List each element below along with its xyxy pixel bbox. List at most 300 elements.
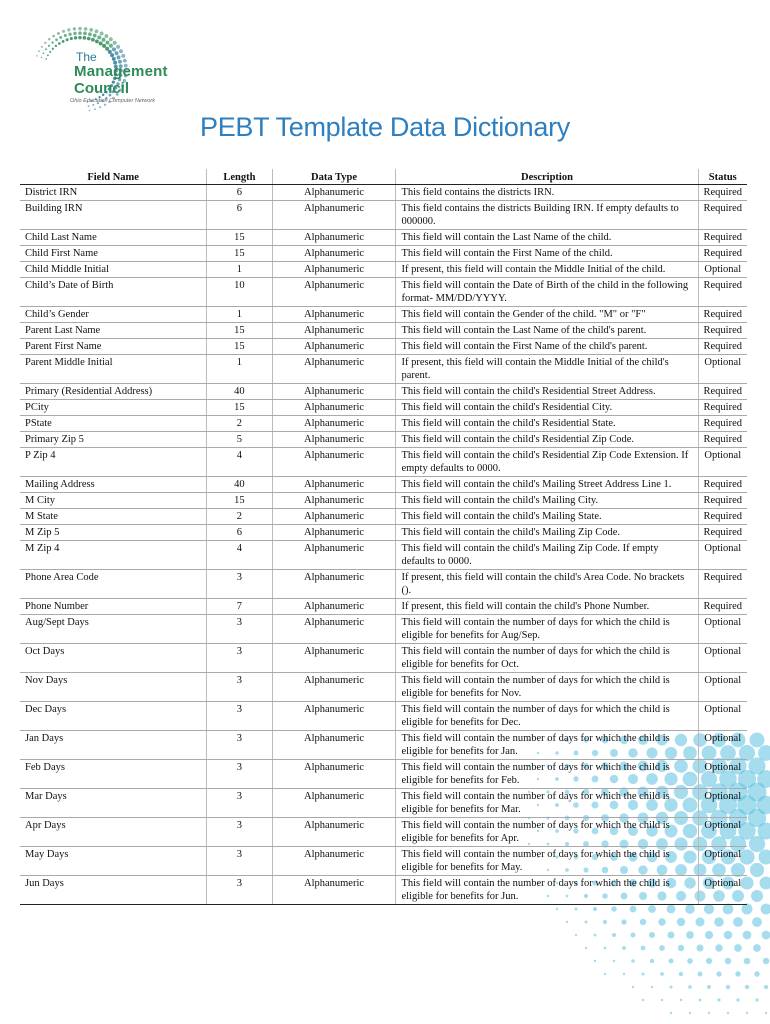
field-name-cell: Dec Days	[20, 702, 207, 731]
length-cell: 3	[207, 818, 272, 847]
logo-management-text: Management	[74, 63, 168, 80]
field-name-cell: Child’s Gender	[20, 307, 207, 323]
table-row	[20, 400, 747, 416]
field-name-cell: Primary Zip 5	[20, 432, 207, 448]
deco-dot	[764, 985, 768, 989]
logo-dot	[105, 47, 109, 51]
deco-dot	[724, 931, 733, 940]
field-name-cell: Child Last Name	[20, 230, 207, 246]
header-status: Status	[698, 169, 747, 185]
data-type-cell: Alphanumeric	[272, 339, 396, 355]
deco-dot	[622, 946, 626, 950]
logo-dot	[104, 34, 108, 38]
length-cell: 3	[207, 760, 272, 789]
status-cell: Required	[698, 509, 747, 525]
logo-dot	[48, 38, 50, 40]
data-type-cell: Alphanumeric	[272, 432, 396, 448]
table-row	[20, 525, 747, 541]
deco-dot	[585, 947, 587, 949]
length-cell: 2	[207, 509, 272, 525]
table-row	[20, 477, 747, 493]
length-cell: 3	[207, 673, 272, 702]
description-cell: This field will contain the Last Name of the child.	[396, 230, 698, 246]
logo-dot	[93, 34, 97, 38]
logo-dot	[83, 32, 87, 36]
deco-dot	[755, 998, 758, 1001]
description-cell: If present, this field will contain the Middle Initial of the child's parent.	[396, 355, 698, 384]
data-type-cell: Alphanumeric	[272, 615, 396, 644]
deco-dot	[706, 958, 712, 964]
data-type-cell: Alphanumeric	[272, 570, 396, 599]
data-type-cell: Alphanumeric	[272, 278, 396, 307]
field-name-cell: Child’s Date of Birth	[20, 278, 207, 307]
logo-dot	[115, 51, 119, 55]
length-cell: 3	[207, 570, 272, 599]
deco-dot	[749, 836, 765, 852]
table-row	[20, 509, 747, 525]
deco-dot	[723, 904, 734, 915]
deco-dot	[612, 933, 616, 937]
header-field-name: Field Name	[20, 169, 207, 185]
deco-dot	[746, 1012, 748, 1014]
status-cell: Optional	[698, 615, 747, 644]
deco-dot	[621, 919, 626, 924]
deco-dot	[661, 999, 663, 1001]
deco-dot	[752, 917, 762, 927]
deco-dot	[717, 998, 720, 1001]
length-cell: 3	[207, 876, 272, 905]
status-cell: Required	[698, 323, 747, 339]
length-cell: 15	[207, 493, 272, 509]
field-name-cell: P Zip 4	[20, 448, 207, 477]
field-name-cell: Primary (Residential Address)	[20, 384, 207, 400]
logo-dot	[102, 38, 106, 42]
length-cell: 15	[207, 246, 272, 262]
logo-dot	[41, 57, 43, 59]
field-name-cell: Aug/Sept Days	[20, 615, 207, 644]
logo-dot	[41, 46, 43, 48]
table-row	[20, 323, 747, 339]
field-name-cell: Building IRN	[20, 201, 207, 230]
table-row	[20, 760, 747, 789]
deco-dot	[566, 921, 568, 923]
logo-dot	[97, 35, 101, 39]
logo-dot	[43, 52, 45, 54]
data-type-cell: Alphanumeric	[272, 201, 396, 230]
length-cell: 4	[207, 448, 272, 477]
field-name-cell: District IRN	[20, 185, 207, 201]
logo-dot	[78, 31, 82, 35]
length-cell: 15	[207, 400, 272, 416]
length-cell: 40	[207, 477, 272, 493]
length-cell: 3	[207, 702, 272, 731]
deco-dot	[585, 921, 588, 924]
deco-dot	[716, 971, 721, 976]
logo-dot	[91, 38, 95, 42]
deco-dot	[603, 920, 607, 924]
page-title: PEBT Template Data Dictionary	[200, 112, 570, 142]
deco-dot	[758, 849, 770, 864]
data-type-cell: Alphanumeric	[272, 644, 396, 673]
logo-dot	[44, 42, 46, 44]
data-type-cell: Alphanumeric	[272, 307, 396, 323]
table-row	[20, 262, 747, 278]
table-row	[20, 355, 747, 384]
table-row	[20, 432, 747, 448]
data-type-cell: Alphanumeric	[272, 541, 396, 570]
length-cell: 3	[207, 615, 272, 644]
description-cell: This field will contain the number of days for which the child is eligible for benefits for Jan.	[396, 731, 698, 760]
field-name-cell: Parent Last Name	[20, 323, 207, 339]
table-row	[20, 384, 747, 400]
data-type-cell: Alphanumeric	[272, 477, 396, 493]
logo-dot	[49, 51, 51, 53]
description-cell: This field will contain the number of days for which the child is eligible for benefits for Mar.	[396, 789, 698, 818]
deco-dot	[765, 1012, 767, 1014]
deco-dot	[697, 945, 704, 952]
field-name-cell: M City	[20, 493, 207, 509]
deco-dot	[762, 931, 770, 940]
description-cell: This field will contain the Gender of the child. "M" or "F"	[396, 307, 698, 323]
table-row	[20, 201, 747, 230]
deco-dot	[735, 971, 740, 976]
deco-dot	[680, 999, 682, 1001]
deco-dot	[750, 863, 764, 877]
logo-dot	[102, 44, 106, 48]
deco-dot	[604, 947, 607, 950]
status-cell: Required	[698, 384, 747, 400]
status-cell: Required	[698, 307, 747, 323]
deco-dot	[670, 1012, 672, 1014]
deco-dot	[668, 958, 673, 963]
logo-dot	[48, 45, 50, 47]
data-type-cell: Alphanumeric	[272, 384, 396, 400]
deco-dot	[707, 985, 711, 989]
data-type-cell: Alphanumeric	[272, 416, 396, 432]
logo-dot	[64, 34, 67, 37]
table-row	[20, 644, 747, 673]
deco-dot	[725, 958, 731, 964]
logo-dot	[66, 38, 69, 41]
status-cell: Required	[698, 493, 747, 509]
data-type-cell: Alphanumeric	[272, 448, 396, 477]
logo-dot	[57, 32, 60, 35]
logo-dot	[113, 41, 117, 45]
status-cell: Required	[698, 416, 747, 432]
field-name-cell: Oct Days	[20, 644, 207, 673]
deco-dot	[630, 906, 637, 913]
logo-dot	[119, 49, 123, 53]
table-row	[20, 339, 747, 355]
description-cell: This field will contain the child's Residential City.	[396, 400, 698, 416]
deco-dot	[714, 917, 724, 927]
deco-dot	[689, 1012, 691, 1014]
deco-dot	[575, 934, 577, 936]
length-cell: 6	[207, 185, 272, 201]
field-name-cell: PState	[20, 416, 207, 432]
logo-dot	[36, 55, 38, 57]
logo-dot	[116, 45, 120, 49]
deco-dot	[648, 905, 656, 913]
table-row	[20, 615, 747, 644]
data-type-cell: Alphanumeric	[272, 525, 396, 541]
field-name-cell: Parent First Name	[20, 339, 207, 355]
deco-dot	[727, 1012, 729, 1014]
logo-dot	[68, 33, 71, 36]
table-row	[20, 876, 747, 905]
status-cell: Required	[698, 278, 747, 307]
length-cell: 2	[207, 416, 272, 432]
logo-dot	[112, 57, 116, 61]
header-description: Description	[396, 169, 698, 185]
length-cell: 7	[207, 599, 272, 615]
status-cell: Optional	[698, 541, 747, 570]
field-name-cell: Phone Area Code	[20, 570, 207, 599]
length-cell: 15	[207, 230, 272, 246]
data-type-cell: Alphanumeric	[272, 185, 396, 201]
length-cell: 3	[207, 644, 272, 673]
description-cell: This field will contain the First Name of the child's parent.	[396, 339, 698, 355]
logo-dot	[83, 36, 87, 40]
field-name-cell: Jun Days	[20, 876, 207, 905]
description-cell: This field will contain the number of days for which the child is eligible for benefits for Oct.	[396, 644, 698, 673]
deco-dot	[745, 985, 749, 989]
length-cell: 5	[207, 432, 272, 448]
field-name-cell: Mailing Address	[20, 477, 207, 493]
table-header-row	[20, 169, 747, 185]
length-cell: 40	[207, 384, 272, 400]
logo-dot	[89, 28, 93, 32]
logo-dot	[62, 30, 65, 33]
logo-dot	[45, 48, 47, 50]
data-type-cell: Alphanumeric	[272, 230, 396, 246]
description-cell: This field will contain the Last Name of the child's parent.	[396, 323, 698, 339]
data-type-cell: Alphanumeric	[272, 355, 396, 384]
deco-dot	[594, 960, 596, 962]
deco-dot	[631, 959, 634, 962]
logo-dot	[74, 36, 77, 39]
deco-dot	[641, 946, 646, 951]
deco-dot	[611, 906, 616, 911]
deco-dot	[660, 972, 664, 976]
deco-dot	[642, 999, 644, 1001]
description-cell: If present, this field will contain the child's Phone Number.	[396, 599, 698, 615]
field-name-cell: Mar Days	[20, 789, 207, 818]
description-cell: This field will contain the child's Mailing Zip Code. If empty defaults to 0000.	[396, 541, 698, 570]
logo-dot	[109, 37, 113, 41]
logo-dot	[108, 50, 112, 54]
logo-dot	[58, 42, 61, 45]
logo-dot	[99, 106, 101, 108]
description-cell: This field will contain the child's Mailing State.	[396, 509, 698, 525]
status-cell: Optional	[698, 262, 747, 278]
table-row	[20, 570, 747, 599]
status-cell: Optional	[698, 847, 747, 876]
logo-dot	[99, 41, 103, 45]
deco-dot	[658, 918, 665, 925]
deco-dot	[763, 958, 770, 965]
logo-dot	[105, 41, 109, 45]
logo-dot	[51, 41, 53, 43]
table-row	[20, 448, 747, 477]
deco-dot	[761, 904, 770, 915]
logo-dot	[55, 45, 57, 47]
status-cell: Required	[698, 570, 747, 599]
logo-dot	[78, 36, 82, 40]
logo-dot	[87, 37, 91, 41]
table-row	[20, 416, 747, 432]
logo-tagline: Ohio Education Computer Network	[70, 98, 155, 104]
logo-dot	[95, 29, 99, 33]
data-type-cell: Alphanumeric	[272, 760, 396, 789]
deco-dot	[642, 973, 645, 976]
length-cell: 3	[207, 847, 272, 876]
logo-dot	[62, 40, 65, 43]
deco-dot	[687, 958, 693, 964]
description-cell: This field will contain the Date of Birth of the child in the following format- MM/DD/YYYY.	[396, 278, 698, 307]
data-type-cell: Alphanumeric	[272, 262, 396, 278]
deco-dot	[743, 931, 752, 940]
deco-dot	[651, 986, 653, 988]
deco-dot	[669, 985, 672, 988]
logo-dot	[52, 35, 55, 38]
data-type-cell: Alphanumeric	[272, 818, 396, 847]
logo-the-text: The	[76, 50, 97, 64]
deco-dot	[753, 944, 761, 952]
table-row	[20, 493, 747, 509]
logo-dot	[94, 108, 96, 110]
description-cell: If present, this field will contain the Middle Initial of the child.	[396, 262, 698, 278]
logo-council-text: Council	[74, 80, 129, 97]
description-cell: This field contains the districts Building IRN. If empty defaults to 000000.	[396, 201, 698, 230]
deco-dot	[754, 971, 759, 976]
length-cell: 3	[207, 731, 272, 760]
length-cell: 1	[207, 262, 272, 278]
status-cell: Required	[698, 201, 747, 230]
description-cell: This field will contain the First Name of the child.	[396, 246, 698, 262]
deco-dot	[688, 985, 692, 989]
deco-dot	[678, 945, 684, 951]
deco-dot	[695, 917, 704, 926]
data-type-cell: Alphanumeric	[272, 847, 396, 876]
deco-dot	[677, 918, 685, 926]
description-cell: If present, this field will contain the child's Area Code. No brackets ().	[396, 570, 698, 599]
status-cell: Required	[698, 525, 747, 541]
deco-dot	[556, 908, 558, 910]
deco-dot	[708, 1012, 710, 1014]
logo-dot	[78, 27, 82, 31]
logo-dot	[100, 31, 104, 35]
status-cell: Optional	[698, 760, 747, 789]
deco-dot	[575, 908, 578, 911]
deco-dot	[744, 958, 751, 965]
length-cell: 1	[207, 307, 272, 323]
description-cell: This field will contain the child's Mailing Zip Code.	[396, 525, 698, 541]
status-cell: Optional	[698, 673, 747, 702]
length-cell: 1	[207, 355, 272, 384]
logo-dot	[84, 27, 88, 31]
field-name-cell: Apr Days	[20, 818, 207, 847]
logo-dot	[47, 54, 49, 56]
description-cell: This field will contain the number of days for which the child is eligible for benefits for Dec.	[396, 702, 698, 731]
logo-dot	[110, 53, 114, 57]
description-cell: This field contains the districts IRN.	[396, 185, 698, 201]
status-cell: Optional	[698, 789, 747, 818]
status-cell: Optional	[698, 818, 747, 847]
logo-dot	[73, 32, 76, 35]
status-cell: Required	[698, 599, 747, 615]
deco-dot	[679, 972, 683, 976]
status-cell: Optional	[698, 448, 747, 477]
table-row	[20, 789, 747, 818]
field-name-cell: Parent Middle Initial	[20, 355, 207, 384]
deco-dot	[734, 944, 742, 952]
status-cell: Optional	[698, 702, 747, 731]
deco-dot	[760, 877, 770, 890]
deco-dot	[705, 931, 713, 939]
logo-dot	[121, 54, 125, 58]
data-type-cell: Alphanumeric	[272, 323, 396, 339]
logo-dot	[52, 48, 54, 50]
data-type-cell: Alphanumeric	[272, 702, 396, 731]
status-cell: Optional	[698, 876, 747, 905]
logo-dot	[88, 105, 90, 107]
status-cell: Required	[698, 477, 747, 493]
description-cell: This field will contain the number of days for which the child is eligible for benefits for Feb.	[396, 760, 698, 789]
logo-dot	[38, 50, 40, 52]
description-cell: This field will contain the number of days for which the child is eligible for benefits for Nov.	[396, 673, 698, 702]
field-name-cell: Jan Days	[20, 731, 207, 760]
description-cell: This field will contain the number of days for which the child is eligible for benefits for Aug/Sep.	[396, 615, 698, 644]
deco-dot	[623, 973, 625, 975]
table-row	[20, 818, 747, 847]
logo-dot	[92, 104, 94, 106]
data-type-cell: Alphanumeric	[272, 246, 396, 262]
logo-dot	[73, 27, 76, 30]
deco-dot	[667, 905, 676, 914]
deco-dot	[630, 932, 635, 937]
header-data-type: Data Type	[272, 169, 396, 185]
logo-dot	[59, 36, 62, 39]
table-row	[20, 673, 747, 702]
table-row	[20, 731, 747, 760]
description-cell: This field will contain the child's Residential Street Address.	[396, 384, 698, 400]
status-cell: Optional	[698, 731, 747, 760]
deco-dot	[632, 986, 634, 988]
data-type-cell: Alphanumeric	[272, 493, 396, 509]
field-name-cell: May Days	[20, 847, 207, 876]
field-name-cell: M State	[20, 509, 207, 525]
deco-dot	[750, 733, 765, 748]
description-cell: This field will contain the number of days for which the child is eligible for benefits for Jun.	[396, 876, 698, 905]
status-cell: Optional	[698, 644, 747, 673]
field-name-cell: Child First Name	[20, 246, 207, 262]
description-cell: This field will contain the child's Mailing City.	[396, 493, 698, 509]
deco-dot	[726, 985, 730, 989]
deco-dot	[685, 904, 695, 914]
length-cell: 4	[207, 541, 272, 570]
logo-dot	[95, 39, 99, 43]
field-name-cell: Phone Number	[20, 599, 207, 615]
deco-dot	[650, 959, 654, 963]
table-row	[20, 541, 747, 570]
data-type-cell: Alphanumeric	[272, 789, 396, 818]
deco-dot	[704, 904, 714, 914]
deco-dot	[686, 931, 694, 939]
status-cell: Required	[698, 432, 747, 448]
field-name-cell: M Zip 4	[20, 541, 207, 570]
data-type-cell: Alphanumeric	[272, 400, 396, 416]
